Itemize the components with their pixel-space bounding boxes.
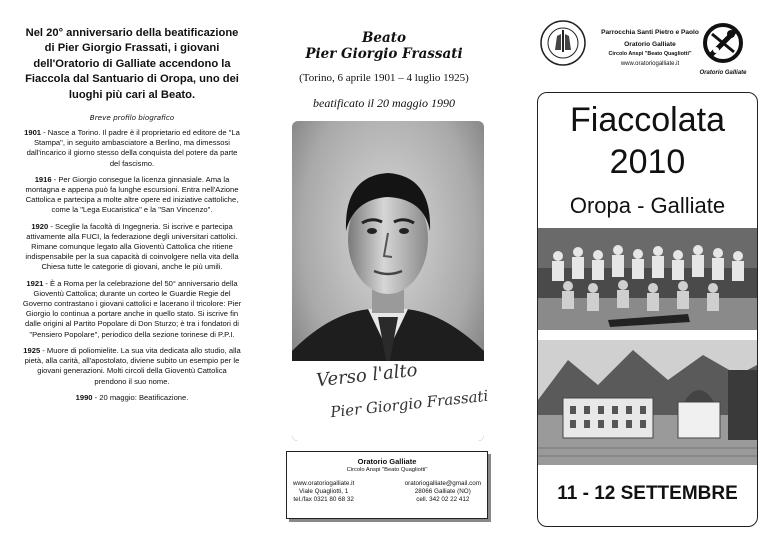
intro-text: Nel 20° anniversario della beatificazione di Pier Giorgio Frassati, i giovani dell'Oratorio di Galliate accendono la Fiaccola dal Santuario di Oropa, uno dei luoghi più cari al Beato. <box>25 27 239 101</box>
event-card <box>537 92 758 527</box>
beatification-date: beatificato il 20 maggio 1990 <box>313 96 455 110</box>
event-place: Oropa - Galliate <box>569 193 726 218</box>
contact-subtitle: Circolo Anspi "Beato Quagliotti" <box>346 467 428 473</box>
bio-entry <box>22 222 242 273</box>
event-year: 2010 <box>609 143 686 181</box>
parish-oratorio: Oratorio Galliate <box>624 41 676 48</box>
logo-caption: Oratorio Galliate <box>699 70 747 76</box>
contact-city: 28066 Galliate (NO) <box>414 488 471 495</box>
bio-entry <box>22 175 242 216</box>
bio-entry <box>22 128 242 169</box>
signature-line1: Verso l'alto <box>315 359 419 392</box>
bio-text: - Muore di poliomielite. La sua vita dedicata allo studio, alla pietà, alla carità, all'apostolato, diviene subito un esempio per le giovani generazioni. Molti circoli della Gioventù Cattolica prendono il suo nome. <box>24 345 241 386</box>
life-dates: (Torino, 6 aprile 1901 – 4 luglio 1925) <box>299 72 469 84</box>
event-dates: 11 - 12 SETTEMBRE <box>557 483 738 504</box>
bio-year: 1925 <box>23 345 41 355</box>
signature-line2: Pier Giorgio Frassati <box>329 386 490 422</box>
parish-circolo: Circolo Anspi "Beato Quagliotti" <box>608 51 692 57</box>
contact-email[interactable]: oratoriogalliate@gmail.com <box>404 480 481 487</box>
middle-panel <box>256 0 512 543</box>
left-panel <box>0 0 256 543</box>
parish-name: Parrocchia Santi Pietro e Paolo <box>601 29 699 36</box>
bio-year: 1901 <box>24 128 42 138</box>
contact-box <box>286 451 488 519</box>
oratorio-logo-icon <box>698 18 748 68</box>
contact-cell: cell. 342 02 22 412 <box>416 496 470 503</box>
parish-website[interactable]: www.oratoriogalliate.it <box>620 61 680 67</box>
title-name: Pier Giorgio Frassati <box>305 46 463 62</box>
bio-text: - Sceglie la facoltà di Ingegneria. Si iscrive e partecipa attivamente alla FUCI, la federazione degli universitari cattolici. Rimane comunque legato alla Gioventù Cattolica che ritiene indispensabile per la sua capacità di coinvolgere nella vita della Chiesa tutte le categorie di giovani, anche le più umili. <box>25 221 239 272</box>
contact-website[interactable]: www.oratoriogalliate.it <box>293 480 355 487</box>
bio-year: 1921 <box>26 278 44 288</box>
bio-entry <box>22 279 242 340</box>
bio-text: - Per Giorgio consegue la licenza ginnasiale. Ama la montagna e appena può fa lunghe escursioni. Entra nell'Azione Cattolica e partecipa a molte altre opere ed iniziative cattoliche, come la "Lega Eucaristica" e la "San Vincenzo". <box>25 174 239 215</box>
title-beato: Beato <box>362 30 406 46</box>
bio-entry <box>22 346 242 387</box>
bio-text: - 20 maggio: Beatificazione. <box>92 392 189 402</box>
bio-text: - È a Roma per la celebrazione del 50° anniversario della Gioventù Cattolica; durante un corteo le Guardie Regie del Governo contrastano i giovani cattolici e lacerano il tricolore: Pier Giorgio lo continua a portare anche in quello stato. Si iscrive fin dalle origini al Partito Popolare di Don Sturzo; è tra i fondatori di "Pensiero Popolare", periodico della sezione torinese di P.P.I. <box>22 278 242 339</box>
event-title: Fiaccolata <box>570 101 725 139</box>
bio-year: 1916 <box>34 174 52 184</box>
contact-phone: tel./fax 0321 80 68 32 <box>293 496 354 503</box>
contact-title: Oratorio Galliate <box>357 457 417 466</box>
bio-year: 1920 <box>31 221 49 231</box>
sanctuary-photo <box>538 340 757 465</box>
bio-subtitle: Breve profilo biografico <box>89 113 175 123</box>
bio-list <box>22 128 242 403</box>
group-photo <box>538 228 757 330</box>
contact-address: Viale Quagliotti, 1 <box>299 488 349 495</box>
bio-year: 1990 <box>75 392 93 402</box>
bio-entry <box>22 393 242 403</box>
parish-seal-icon <box>540 20 586 66</box>
bio-text: - Nasce a Torino. Il padre è il proprietario ed editore de "La Stampa", in seguito ambasciatore a Berlino, ma dimessosi dall'incarico il giorno stesso della conquista del potere da parte del fascismo. <box>26 128 240 168</box>
